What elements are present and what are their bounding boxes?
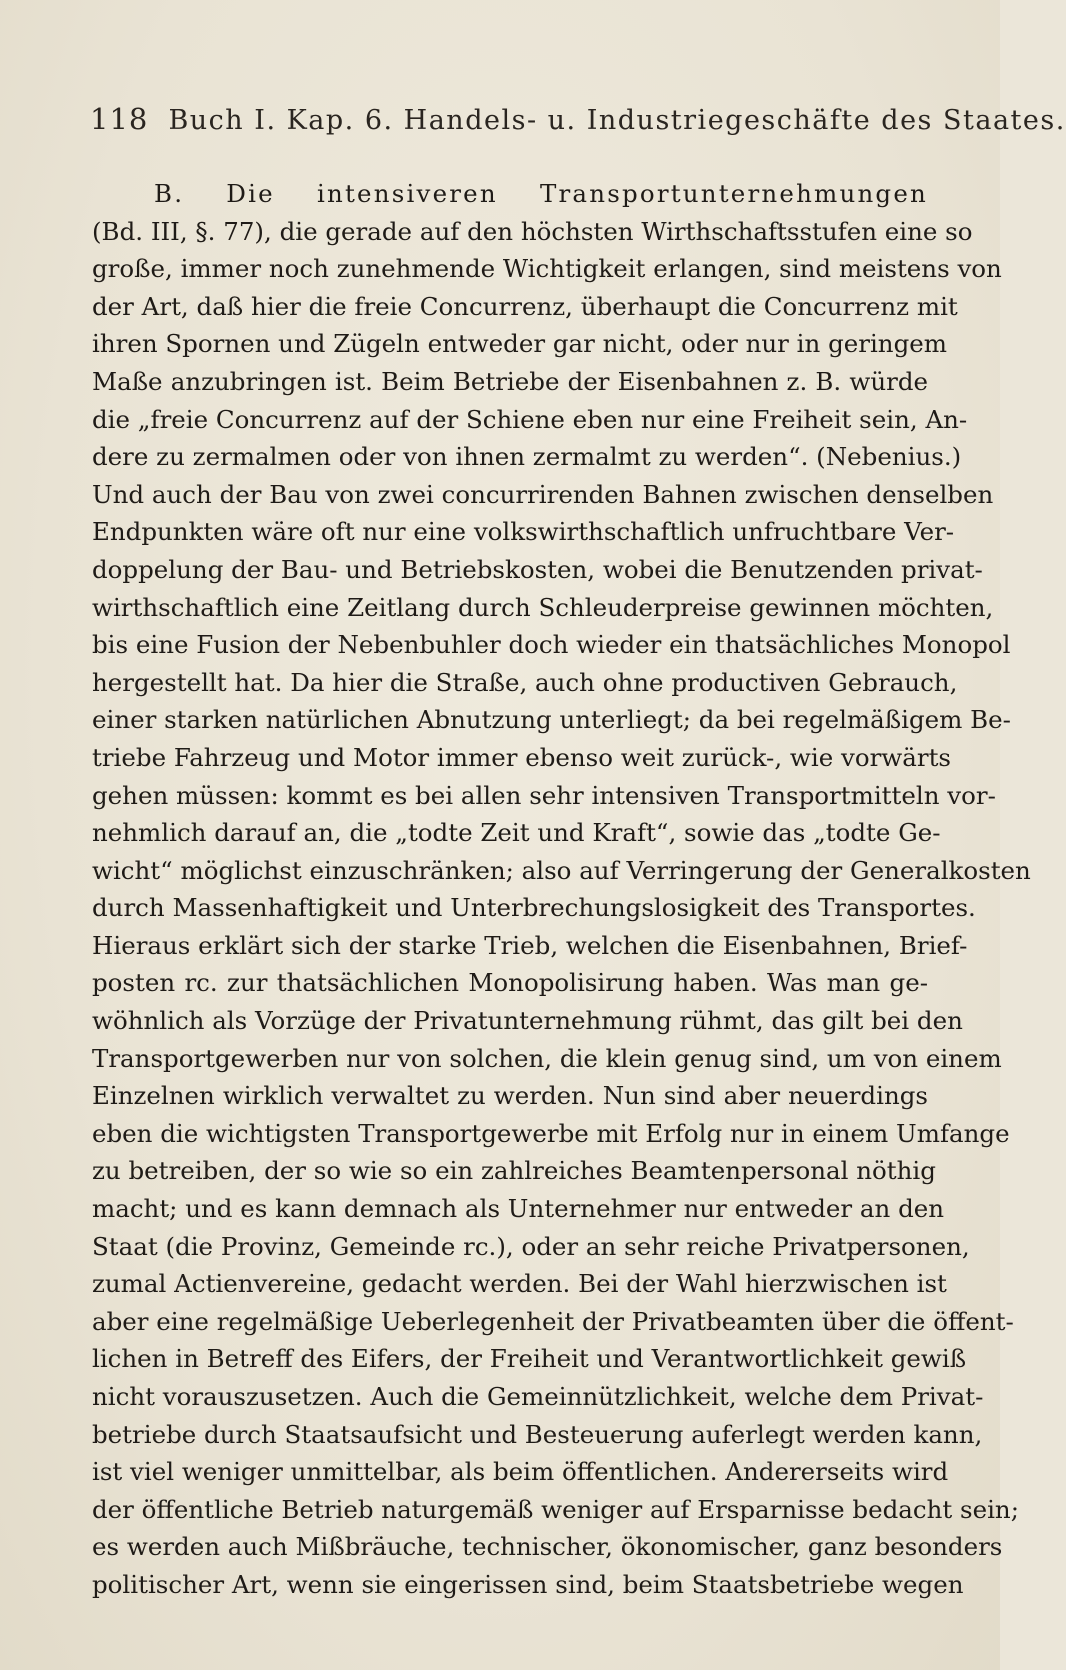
text-line: die „freie Concurrenz auf der Schiene eben nur eine Freiheit sein, An-: [92, 404, 968, 434]
running-head: Buch I. Kap. 6. Handels- u. Industriegeschäfte des Staates.: [168, 105, 1066, 136]
text-line: posten rc. zur thatsächlichen Monopolisirung haben. Was man ge-: [92, 968, 928, 998]
text-line: nicht vorauszusetzen. Auch die Gemeinnützlichkeit, welche dem Privat-: [92, 1382, 984, 1411]
text-line: wöhnlich als Vorzüge der Privatunternehmung rühmt, das gilt bei den: [92, 1006, 963, 1036]
page-number: 118: [90, 102, 149, 136]
text-line: der Art, daß hier die freie Concurrenz, überhaupt die Concurrenz mit: [92, 291, 958, 321]
text-line: betriebe durch Staatsaufsicht und Besteuerung auferlegt werden kann,: [92, 1419, 983, 1449]
text-line: (Bd. III, §. 77), die gerade auf den höchsten Wirthschaftsstufen eine so: [92, 216, 973, 246]
text-line: doppelung der Bau- und Betriebskosten, wobei die Benutzenden privat-: [92, 554, 983, 584]
text-line: zu betreiben, der so wie so ein zahlreiches Beamtenpersonal nöthig: [92, 1156, 936, 1186]
text-line: Transportgewerben nur von solchen, die klein genug sind, um von einem: [92, 1043, 1002, 1073]
text-line: wicht“ möglichst einzuschränken; also auf Verringerung der Generalkosten: [92, 855, 1031, 885]
text-line: aber eine regelmäßige Ueberlegenheit der Privatbeamten über die öffent-: [92, 1306, 1014, 1336]
text-line: bis eine Fusion der Nebenbuhler doch wieder ein thatsächliches Monopol: [92, 630, 1011, 660]
text-line: ist viel weniger unmittelbar, als beim öffentlichen. Andererseits wird: [92, 1457, 949, 1487]
text-line: es werden auch Mißbräuche, technischer, ökonomischer, ganz besonders: [92, 1532, 1003, 1562]
text-line: Endpunkten wäre oft nur eine volkswirthschaftlich unfruchtbare Ver-: [92, 517, 955, 547]
page-header: [90, 102, 1066, 142]
text-line: gehen müssen: kommt es bei allen sehr intensiven Transportmitteln vor-: [92, 780, 996, 810]
text-line: Und auch der Bau von zwei concurrirenden Bahnen zwischen denselben: [92, 479, 994, 509]
text-line: durch Massenhaftigkeit und Unterbrechungslosigkeit des Transportes.: [92, 893, 976, 923]
text-line: triebe Fahrzeug und Motor immer ebenso weit zurück-, wie vorwärts: [92, 742, 951, 772]
text-line: einer starken natürlichen Abnutzung unterliegt; da bei regelmäßigem Be-: [92, 705, 1011, 735]
text-line: große, immer noch zunehmende Wichtigkeit erlangen, sind meistens von: [92, 254, 1002, 284]
text-line: zumal Actienvereine, gedacht werden. Bei der Wahl hierzwischen ist: [92, 1269, 947, 1299]
text-line: eben die wichtigsten Transportgewerbe mit Erfolg nur in einem Umfange: [92, 1118, 1010, 1148]
text-line: B. Die intensiveren Transportunternehmungen: [154, 179, 928, 208]
text-line: der öffentliche Betrieb naturgemäß weniger auf Ersparnisse bedacht sein;: [92, 1494, 1019, 1524]
text-line: Staat (die Provinz, Gemeinde rc.), oder an sehr reiche Privatpersonen,: [92, 1231, 970, 1261]
text-line: ihren Spornen und Zügeln entweder gar nicht, oder nur in geringem: [92, 329, 947, 359]
text-line: politischer Art, wenn sie eingerissen sind, beim Staatsbetriebe wegen: [92, 1569, 964, 1599]
text-line: Einzelnen wirklich verwaltet zu werden. Nun sind aber neuerdings: [92, 1081, 928, 1111]
body-text: [92, 175, 1031, 1604]
text-line: wirthschaftlich eine Zeitlang durch Schleuderpreise gewinnen möchten,: [92, 592, 994, 622]
text-line: dere zu zermalmen oder von ihnen zermalmt zu werden“. (Nebenius.): [92, 442, 962, 472]
text-line: Maße anzubringen ist. Beim Betriebe der Eisenbahnen z. B. würde: [92, 366, 928, 396]
text-line: lichen in Betreff des Eifers, der Freiheit und Verantwortlichkeit gewiß: [92, 1344, 967, 1374]
text-line: macht; und es kann demnach als Unternehmer nur entweder an den: [92, 1194, 945, 1224]
text-line: hergestellt hat. Da hier die Straße, auch ohne productiven Gebrauch,: [92, 667, 958, 697]
text-line: Hieraus erklärt sich der starke Trieb, welchen die Eisenbahnen, Brief-: [92, 930, 968, 960]
text-line: nehmlich darauf an, die „todte Zeit und Kraft“, sowie das „todte Ge-: [92, 818, 941, 848]
